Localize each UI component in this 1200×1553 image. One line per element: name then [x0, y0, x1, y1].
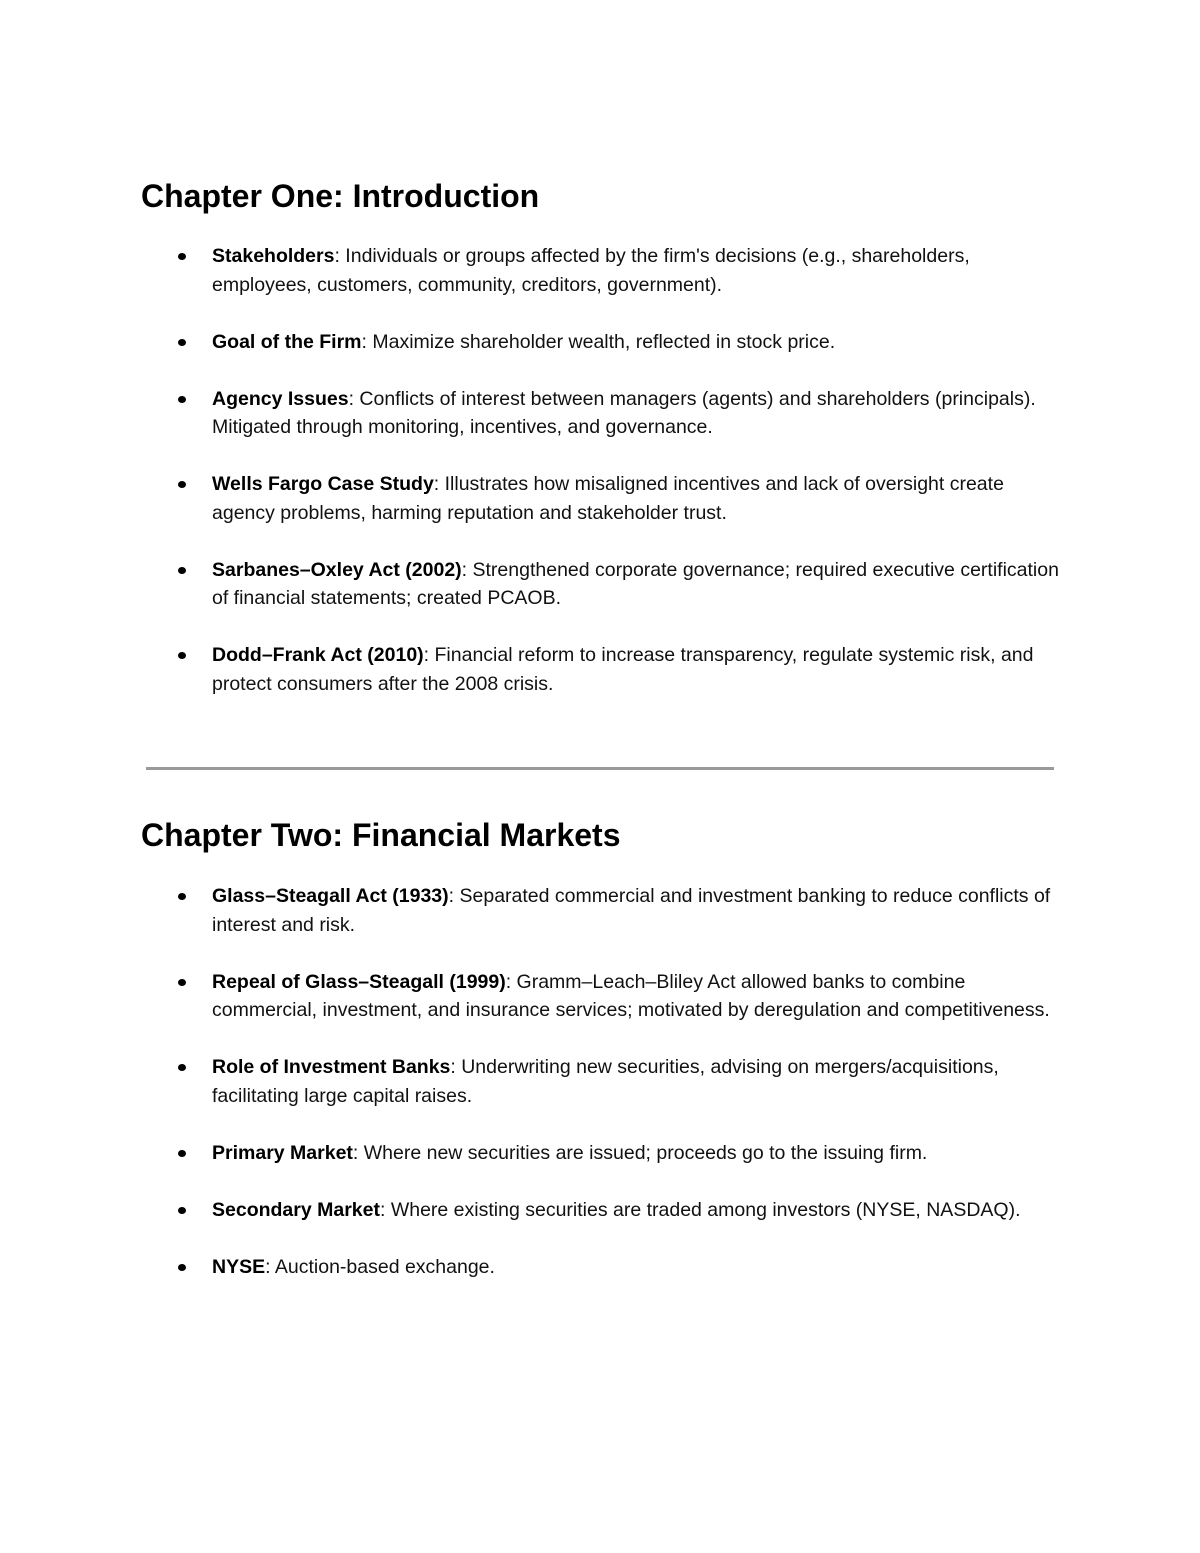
list-item-term: Primary Market — [212, 1141, 353, 1164]
chapter-one-title: Chapter One: Introduction — [141, 178, 540, 214]
list-item-text: : Illustrates how misaligned incentives and lack of oversight create agency problems, harming reputation and stakeholder trust. — [212, 473, 1004, 524]
list-item — [212, 385, 1062, 442]
list-item-text: : Maximize shareholder wealth, reflected in stock price. — [361, 330, 836, 353]
list-item-term: Repeal of Glass–Steagall (1999) — [212, 970, 506, 993]
bullet-icon — [178, 339, 186, 346]
list-item-text: : Separated commercial and investment banking to reduce conflicts of interest and risk. — [212, 885, 1051, 936]
bullet-icon — [178, 481, 186, 488]
bullet-icon — [178, 652, 186, 659]
bullet-icon — [178, 253, 186, 260]
list-item-text: : Where new securities are issued; proceeds go to the issuing firm. — [352, 1141, 928, 1164]
list-item-term: Agency Issues — [212, 387, 349, 410]
list-item-text: : Individuals or groups affected by the firm's decisions (e.g., shareholders, employees, customers, community, creditors, government). — [212, 245, 970, 296]
bullet-icon — [178, 396, 186, 403]
list-item-text: : Where existing securities are traded among investors (NYSE, NASDAQ). — [380, 1198, 1021, 1221]
list-item-term: Role of Investment Banks — [212, 1056, 451, 1078]
bullet-icon — [178, 893, 186, 900]
bullet-icon — [178, 1207, 186, 1214]
list-item — [212, 1253, 1062, 1282]
horizontal-divider — [146, 767, 1054, 770]
list-item-text: : Auction-based exchange. — [265, 1255, 495, 1278]
bullet-icon — [178, 979, 186, 986]
bullet-icon — [178, 1064, 186, 1071]
list-item-text: : Conflicts of interest between managers (agents) and shareholders (principals). Mitigated through monitoring, incentives, and governance. — [212, 387, 1036, 438]
list-item-text: : Strengthened corporate governance; required executive certification of financial statements; created PCAOB. — [212, 558, 1059, 609]
list-item — [212, 470, 1062, 527]
list-item — [212, 968, 1062, 1025]
list-item-text: : Gramm–Leach–Bliley Act allowed banks to combine commercial, investment, and insurance services; motivated by deregulation and competitiveness. — [212, 970, 1050, 1021]
list-item — [212, 328, 1062, 357]
list-item — [212, 882, 1062, 939]
list-item-term: Stakeholders — [212, 245, 335, 267]
list-item — [212, 1196, 1062, 1225]
list-item — [212, 556, 1062, 613]
list-item-term: Secondary Market — [212, 1198, 380, 1221]
list-item-term: Sarbanes–Oxley Act (2002) — [212, 558, 462, 581]
list-item — [212, 242, 1062, 299]
list-item-text: : Financial reform to increase transparency, regulate systemic risk, and protect consumers after the 2008 crisis. — [212, 644, 1034, 695]
chapter-one-list — [212, 242, 1062, 727]
list-item-term: Glass–Steagall Act (1933) — [212, 885, 449, 907]
list-item — [212, 1053, 1062, 1110]
bullet-icon — [178, 1150, 186, 1157]
bullet-icon — [178, 1264, 186, 1271]
list-item-term: Wells Fargo Case Study — [212, 473, 434, 495]
list-item — [212, 641, 1062, 698]
bullet-icon — [178, 567, 186, 574]
list-item-term: Goal of the Firm — [212, 330, 362, 353]
list-item-term: NYSE — [212, 1255, 266, 1278]
chapter-two-title: Chapter Two: Financial Markets — [141, 817, 621, 853]
list-item-term: Dodd–Frank Act (2010) — [212, 644, 424, 666]
chapter-two-list — [212, 882, 1062, 1310]
list-item-text: : Underwriting new securities, advising on mergers/acquisitions, facilitating large capital raises. — [212, 1056, 999, 1107]
list-item — [212, 1139, 1062, 1168]
